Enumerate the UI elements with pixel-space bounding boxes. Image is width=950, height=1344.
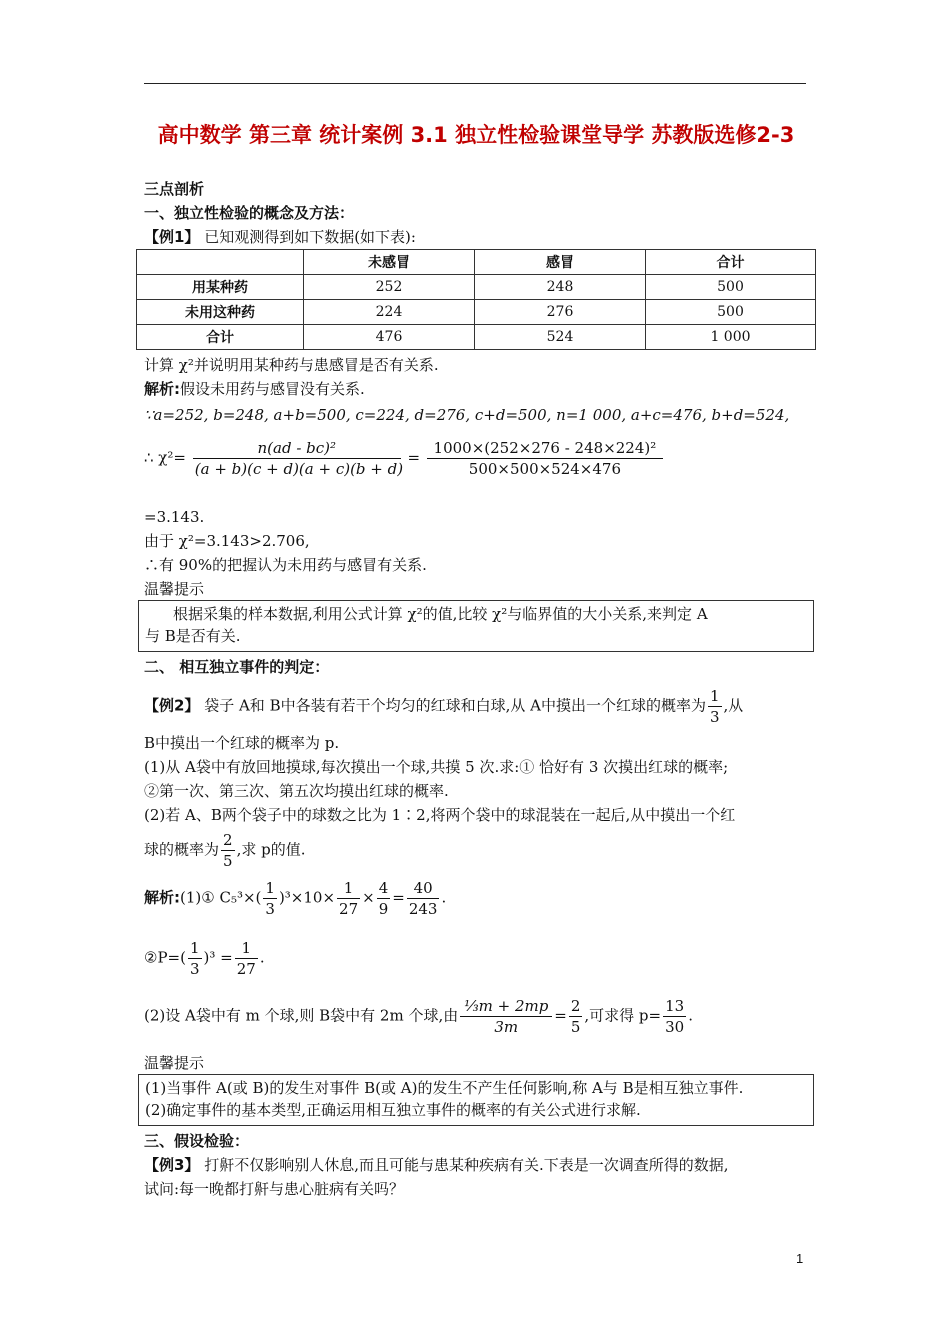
tip-2-box	[138, 1074, 814, 1126]
example-2-line	[144, 686, 808, 727]
table-cell: 276	[475, 300, 646, 325]
fraction-denominator: 3m	[494, 1018, 519, 1036]
formula-fraction	[193, 438, 404, 479]
fraction	[263, 878, 277, 919]
table-header-row	[137, 250, 816, 275]
fraction	[460, 996, 552, 1037]
formula-equals: =	[407, 448, 421, 467]
chi-square-result: =3.143.	[144, 508, 205, 526]
example-3-line	[144, 1154, 808, 1176]
table-cell: 252	[304, 275, 475, 300]
fraction-numerator: ⅓m + 2mp	[460, 996, 552, 1017]
math-text: ②P=(	[144, 948, 186, 967]
table-header-cell: 未感冒	[304, 250, 475, 275]
example-2-solution-3: (2)设 A袋中有 m 个球,则 B袋中有 2m 个球,由 $\frac{\text{⅓m + 2mp}}{3m}$ = $\frac{2}{5}$ ,可求得 p= $\frac{13}{30}$ .	[144, 997, 693, 1036]
section-2-heading: 二、 相互独立事件的判定：	[144, 658, 330, 676]
fraction-denominator: 3	[709, 708, 720, 726]
example-3-line: 试问:每一晚都打鼾与患心脏病有关吗？	[144, 1180, 405, 1198]
tip-1-label: 温馨提示	[144, 580, 205, 598]
table-cell: 500	[646, 275, 816, 300]
example-2-label: 【例2】	[144, 696, 200, 715]
fraction	[569, 996, 583, 1037]
example-2-text: 球的概率为	[144, 840, 220, 859]
tip-2-line: (2)确定事件的基本类型,正确运用相互独立事件的概率的有关公式进行求解.	[145, 1101, 641, 1119]
fraction-numerator: 13	[665, 997, 685, 1015]
example-3-label: 【例3】	[144, 1156, 200, 1174]
fraction-one-third	[708, 686, 722, 727]
math-text: ,可求得 p=	[584, 1006, 662, 1025]
table-header-cell	[137, 250, 304, 275]
example-3-text: 打鼾不仅影响别人休息,而且可能与患某种疾病有关.下表是一次调查所得的数据,	[199, 1156, 729, 1174]
fraction-denominator: 3	[189, 960, 200, 978]
fraction-denominator: 9	[378, 900, 389, 918]
fraction-two-fifths	[221, 830, 235, 871]
table-cell: 500	[646, 300, 816, 325]
solution-text: 假设未用药与感冒没有关系.	[180, 380, 365, 398]
math-text: =	[554, 1006, 567, 1025]
fraction-denominator: (a + b)(c + d)(a + c)(b + d)	[194, 460, 404, 478]
tip-2-line: (1)当事件 A(或 B)的发生对事件 B(或 A)的发生不产生任何影响,称 A与 B是相互独立事件.	[145, 1079, 744, 1097]
fraction-numerator: 1000×(252×276 - 248×224)²	[427, 438, 663, 459]
table-cell: 524	[475, 325, 646, 350]
section-1-heading: 一、独立性检验的概念及方法：	[144, 204, 355, 222]
tip-1-box	[138, 600, 814, 652]
fraction-numerator: 1	[265, 879, 275, 897]
fraction	[663, 996, 686, 1037]
math-text: )³ =	[203, 948, 233, 967]
math-text: )³×10×	[278, 888, 336, 907]
comparison: 由于 χ²=3.143>2.706,	[144, 532, 310, 550]
fraction-denominator: 5	[570, 1018, 581, 1036]
example-2-text: 袋子 A和 B中各装有若干个均匀的红球和白球,从 A中摸出一个红球的概率为	[199, 696, 706, 715]
example-1-label: 【例1】	[144, 228, 200, 246]
page-title: 高中数学 第三章 统计案例 3.1 独立性检验课堂导学 苏教版选修2-3	[157, 123, 795, 147]
fraction-denominator: 243	[408, 900, 438, 918]
example-1-solution	[144, 378, 808, 400]
example-2-line: B中摸出一个红球的概率为 p.	[144, 734, 340, 752]
fraction-denominator: 500×500×524×476	[468, 460, 622, 478]
formula-fraction-numeric	[427, 438, 663, 479]
math-text: (1)① C₅³×(	[180, 888, 262, 907]
table-header-cell: 感冒	[475, 250, 646, 275]
table-row	[137, 325, 816, 350]
example-1-text: 已知观测得到如下数据(如下表):	[199, 228, 416, 246]
table-cell: 224	[304, 300, 475, 325]
table-cell: 476	[304, 325, 475, 350]
solution-label: 解析:	[144, 888, 180, 907]
math-text: =	[392, 888, 405, 907]
solution-label: 解析:	[144, 380, 180, 398]
example-2-text: ,求 p的值.	[236, 840, 306, 859]
fraction-numerator: 2	[570, 997, 581, 1015]
fraction-denominator: 3	[265, 900, 275, 918]
given-values: ∵a=252, b=248, a+b=500, c=224, d=276, c+d=500, n=1 000, a+c=476, b+d=524,	[144, 406, 790, 424]
fraction-numerator: 4	[378, 879, 389, 897]
fraction	[188, 938, 202, 979]
tip-2-label: 温馨提示	[144, 1054, 205, 1072]
section-3-heading: 三、假设检验：	[144, 1132, 250, 1150]
example-1-question: 计算 χ²并说明用某种药与患感冒是否有关系.	[144, 356, 439, 374]
fraction	[235, 938, 258, 979]
table-cell: 用某种药	[137, 275, 304, 300]
tip-1-line: 与 B是否有关.	[145, 627, 241, 645]
table-cell: 248	[475, 275, 646, 300]
section-overview: 三点剖析	[144, 180, 205, 198]
conclusion: ∴有 90%的把握认为未用药与感冒有关系.	[144, 556, 427, 574]
fraction-numerator: 1	[337, 878, 360, 899]
example-2-solution-1: 解析:(1)① C₅³×( $\frac{1}{3}$ )³×10× $\frac{1}{27}$ × $\frac{4}{9}$ = $\frac{40}{243}$ .	[144, 879, 447, 918]
fraction-numerator: 40	[407, 878, 440, 899]
fraction-denominator: 27	[339, 900, 359, 918]
fraction-denominator: 30	[665, 1018, 685, 1036]
table-cell: 1 000	[646, 325, 816, 350]
table-cell: 未用这种药	[137, 300, 304, 325]
example-2-line	[144, 830, 808, 871]
example-1-intro	[144, 226, 808, 248]
fraction	[377, 878, 391, 919]
math-text: (2)设 A袋中有 m 个球,则 B袋中有 2m 个球,由	[144, 1006, 459, 1025]
data-table	[136, 249, 816, 350]
example-2-text: ,从	[723, 696, 744, 715]
example-2-line: ②第一次、第三次、第五次均摸出红球的概率.	[144, 782, 449, 800]
fraction-numerator: 1	[709, 687, 720, 705]
table-header-cell: 合计	[646, 250, 816, 275]
example-2-line: (2)若 A、B两个袋子中的球数之比为 1∶2,将两个袋中的球混装在一起后,从中摸出一个红	[144, 806, 736, 824]
fraction-numerator: 1	[235, 938, 258, 959]
chi-square-formula	[144, 438, 808, 479]
fraction-numerator: n(ad - bc)²	[193, 438, 401, 459]
tip-1-line: 根据采集的样本数据,利用公式计算 χ²的值,比较 χ²与临界值的大小关系,来判定 A	[173, 605, 708, 623]
formula-prefix: ∴ χ²=	[144, 448, 186, 467]
example-2-line: (1)从 A袋中有放回地摸球,每次摸出一个球,共摸 5 次.求:① 恰好有 3 次摸出红球的概率;	[144, 758, 729, 776]
fraction-denominator: 5	[223, 852, 233, 870]
fraction	[407, 878, 440, 919]
fraction-numerator: 1	[189, 939, 200, 957]
table-cell: 合计	[137, 325, 304, 350]
fraction	[337, 878, 360, 919]
table-row	[137, 275, 816, 300]
fraction-denominator: 27	[236, 960, 256, 978]
fraction-numerator: 2	[223, 831, 233, 849]
example-2-solution-2: ②P=( $\frac{1}{3}$ )³ = $\frac{1}{27}$ .	[144, 939, 265, 978]
page-number: 1	[796, 1251, 804, 1266]
header-rule	[144, 83, 806, 84]
table-row	[137, 300, 816, 325]
